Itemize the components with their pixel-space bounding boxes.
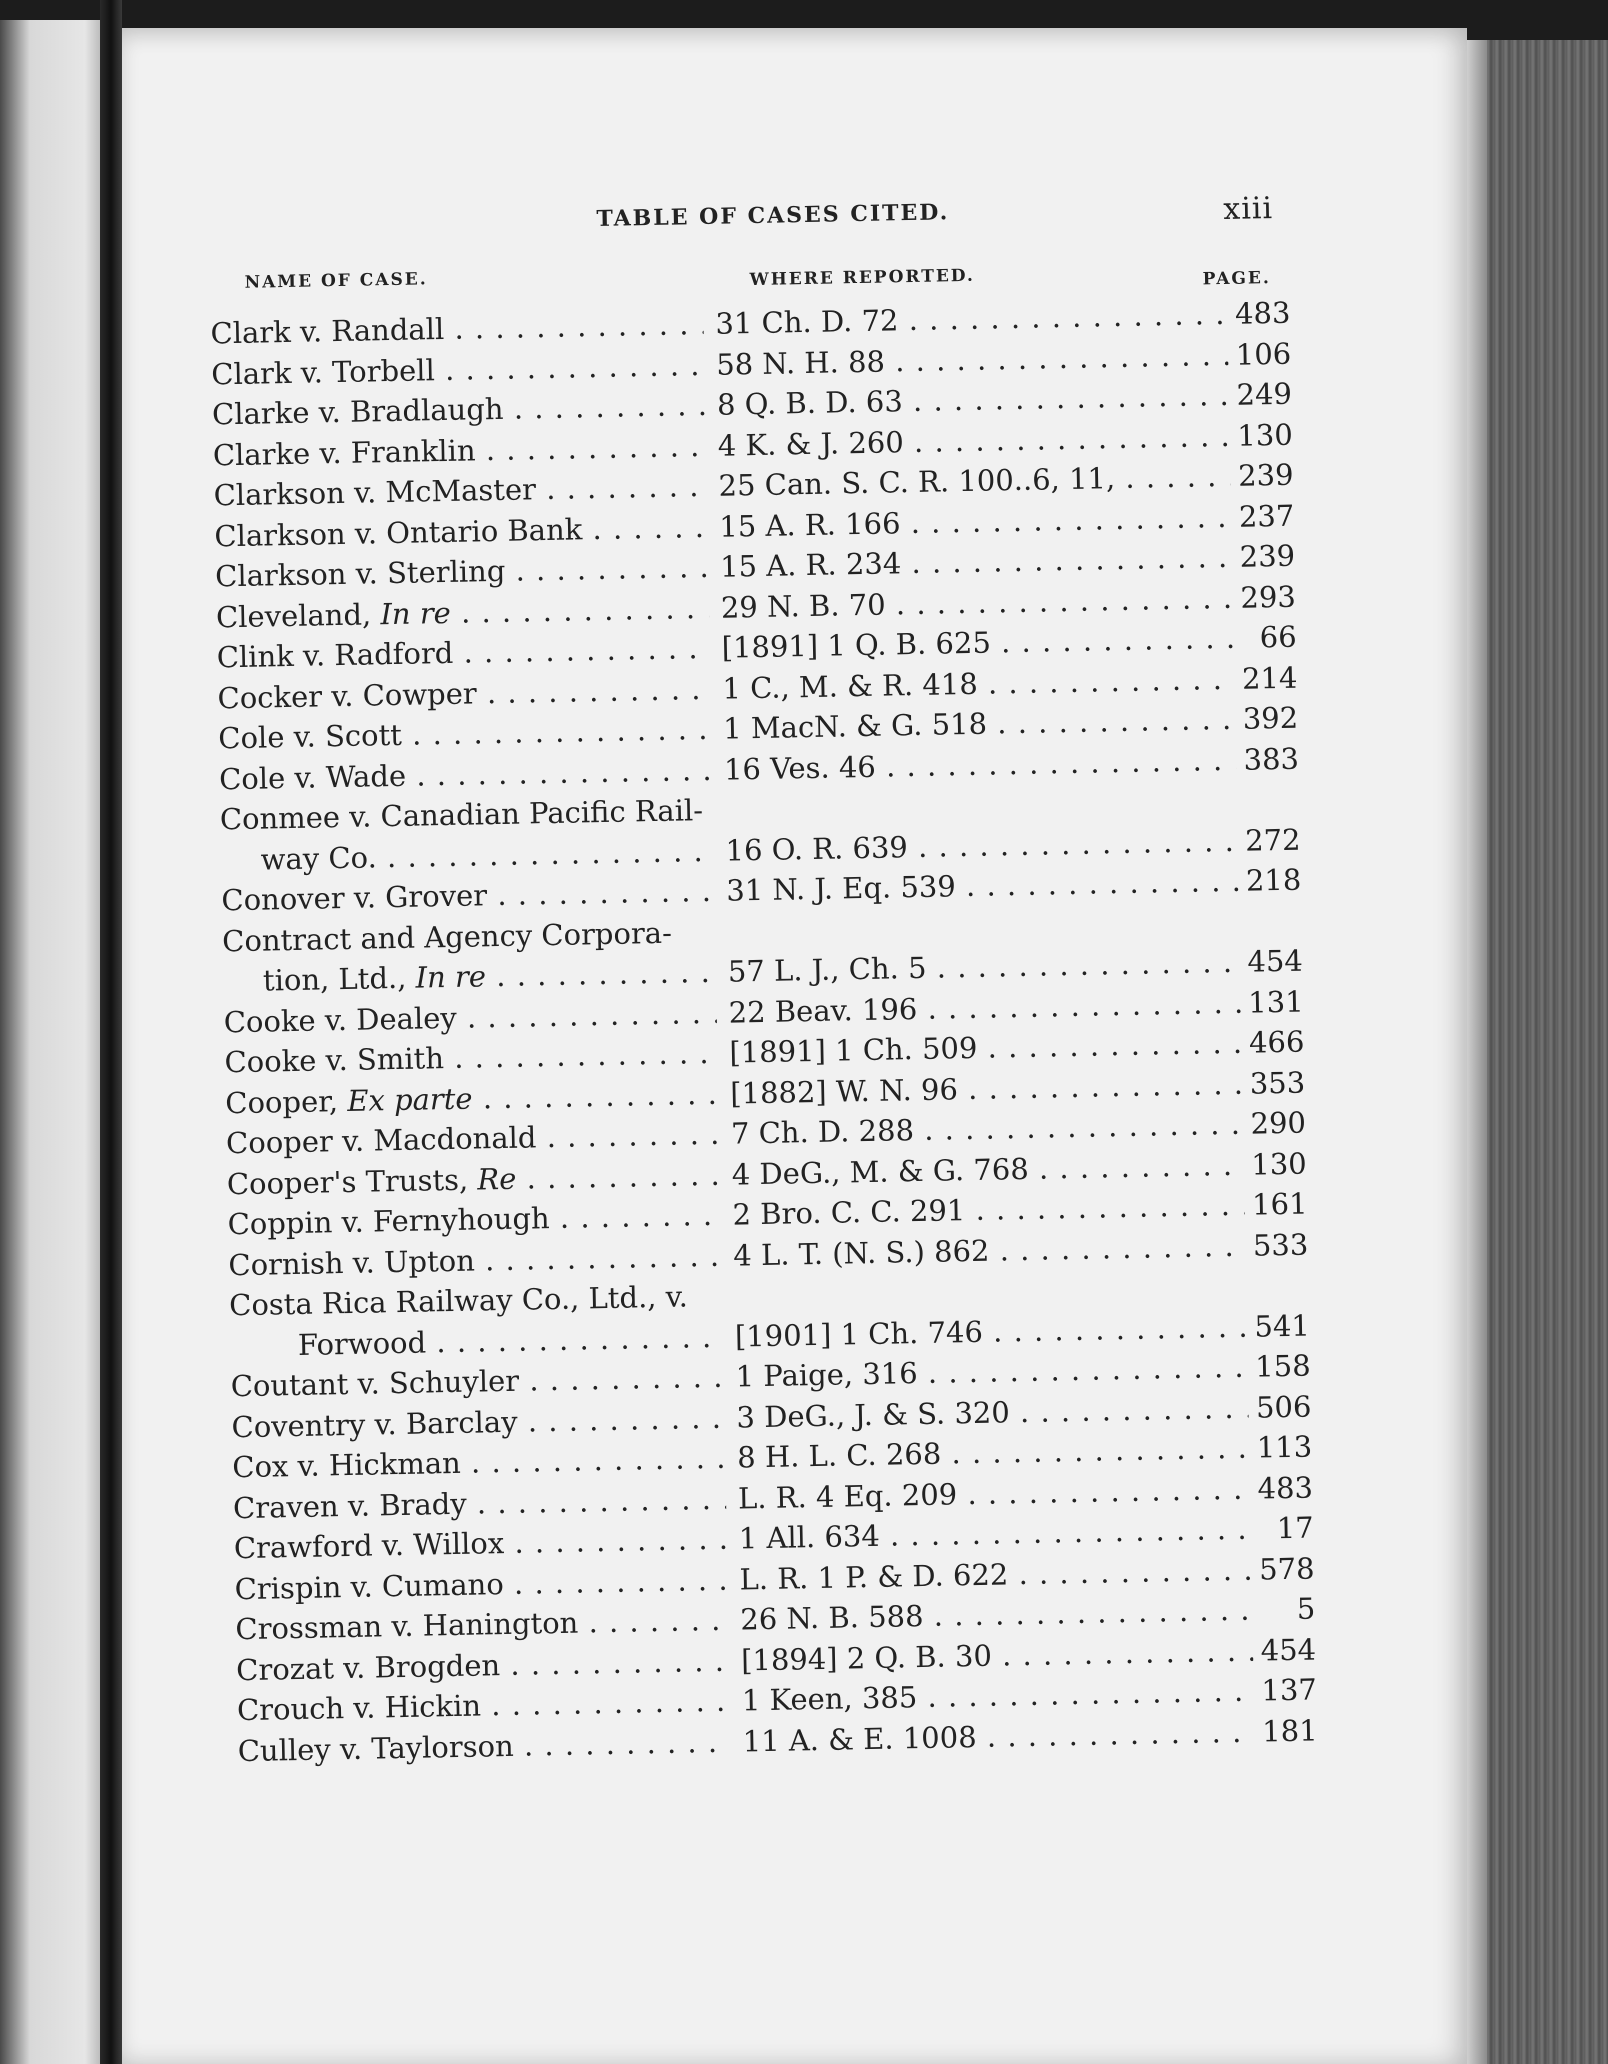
page-number: 454 bbox=[1260, 1631, 1317, 1668]
where-reported-text: 16 Ves. 46 bbox=[723, 749, 877, 787]
where-reported-text: 29 N. B. 70 bbox=[720, 587, 886, 625]
page-number: 161 bbox=[1251, 1186, 1308, 1222]
where-reported-text: 1 Keen, 385 bbox=[741, 1680, 918, 1718]
case-name-text: Cornish v. Upton bbox=[228, 1243, 476, 1282]
page-block-edge bbox=[1467, 40, 1608, 2064]
page-title: TABLE OF CASES CITED. bbox=[596, 199, 950, 233]
case-name-text: Clark v. Randall bbox=[210, 311, 445, 351]
case-name-text: Coppin v. Fernyhough bbox=[227, 1201, 550, 1242]
where-reported-text: 4 K. & J. 260 bbox=[717, 424, 905, 463]
page-number: 249 bbox=[1236, 376, 1293, 412]
page-folio: xiii bbox=[1223, 191, 1274, 227]
page-number: 5 bbox=[1296, 1591, 1316, 1626]
case-name-text: Cleveland, bbox=[215, 596, 372, 634]
case-name-italic: In re bbox=[415, 959, 487, 995]
case-name-text: Cooper v. Macdonald bbox=[225, 1120, 537, 1161]
where-reported-text: L. R. 4 Eq. 209 bbox=[737, 1476, 958, 1516]
page-number: 466 bbox=[1248, 1024, 1305, 1060]
where-reported-text: [1891] 1 Ch. 509 bbox=[729, 1030, 978, 1070]
where-reported-text: 22 Beav. 196 bbox=[728, 991, 918, 1030]
case-name-text: Cooke v. Smith bbox=[224, 1041, 445, 1080]
case-name-text: Cox v. Hickman bbox=[232, 1445, 462, 1485]
case-name-text: Clarke v. Franklin bbox=[212, 432, 476, 472]
page-number: 541 bbox=[1254, 1308, 1311, 1344]
page-number: 454 bbox=[1247, 943, 1304, 979]
page-number: 506 bbox=[1255, 1389, 1312, 1425]
where-reported-text: 3 DeG., J. & S. 320 bbox=[736, 1394, 1011, 1435]
page-number: 17 bbox=[1276, 1510, 1315, 1546]
where-reported-text: 4 DeG., M. & G. 768 bbox=[731, 1151, 1030, 1192]
case-name-text: Cole v. Scott bbox=[218, 717, 403, 756]
case-name-text: Coventry v. Barclay bbox=[231, 1404, 518, 1444]
case-name-text: Crispin v. Cumano bbox=[234, 1566, 505, 1606]
page-number: 130 bbox=[1237, 417, 1294, 453]
page-number: 137 bbox=[1261, 1672, 1318, 1708]
where-reported-text: 7 Ch. D. 288 bbox=[730, 1113, 915, 1151]
case-name-text: Crossman v. Hanington bbox=[235, 1605, 579, 1647]
page-number: 293 bbox=[1240, 579, 1297, 615]
where-reported-text: [1894] 2 Q. B. 30 bbox=[740, 1638, 993, 1677]
where-reported-text: 31 Ch. D. 72 bbox=[715, 303, 899, 341]
page-number: 239 bbox=[1237, 457, 1294, 493]
case-name-text: Culley v. Taylorson bbox=[237, 1728, 515, 1768]
where-reported-text: L. R. 1 P. & D. 622 bbox=[739, 1556, 1009, 1597]
case-name-text: Cole v. Wade bbox=[218, 758, 407, 796]
case-name-text: Clark v. Torbell bbox=[211, 352, 436, 391]
where-reported-text: 57 L. J., Ch. 5 bbox=[727, 950, 927, 989]
case-name-text: Crozat v. Brogden bbox=[235, 1647, 501, 1687]
case-name-text: Cooke v. Dealey bbox=[223, 1000, 458, 1039]
case-name-first-line: Contract and Agency Corpora- bbox=[221, 915, 673, 958]
where-reported-text: 26 N. B. 588 bbox=[740, 1598, 924, 1637]
case-name-text: Crawford v. Willox bbox=[233, 1526, 505, 1566]
page-number: 290 bbox=[1250, 1105, 1307, 1141]
where-reported-text: [1882] W. N. 96 bbox=[729, 1071, 959, 1111]
case-name-text: Clarke v. Bradlaugh bbox=[211, 391, 504, 432]
where-reported-text: 2 Bro. C. C. 291 bbox=[732, 1193, 966, 1232]
column-header-page: PAGE. bbox=[1202, 268, 1272, 290]
where-reported-text: 15 A. R. 234 bbox=[719, 546, 902, 584]
where-reported-text: 58 N. H. 88 bbox=[715, 344, 886, 382]
where-reported-text: [1891] 1 Q. B. 625 bbox=[721, 625, 992, 665]
case-name-italic: Ex parte bbox=[346, 1081, 473, 1118]
case-name-text: Crouch v. Hickin bbox=[236, 1688, 482, 1728]
where-reported-text: 11 A. & E. 1008 bbox=[742, 1719, 977, 1758]
where-reported-text: 15 A. R. 166 bbox=[719, 505, 901, 544]
where-reported-text: 1 C., M. & R. 418 bbox=[722, 666, 979, 706]
case-name-text: tion, Ltd., bbox=[262, 960, 407, 998]
page-number: 113 bbox=[1256, 1429, 1313, 1465]
column-header-where: WHERE REPORTED. bbox=[749, 265, 976, 291]
case-name-text: Forwood bbox=[297, 1324, 427, 1362]
page-number: 239 bbox=[1239, 538, 1296, 574]
column-header-name: NAME OF CASE. bbox=[244, 269, 428, 293]
page-number: 383 bbox=[1243, 741, 1300, 777]
where-reported-text: 8 Q. B. D. 63 bbox=[716, 384, 904, 422]
book-gutter bbox=[100, 0, 122, 2064]
where-reported-text: 4 L. T. (N. S.) 862 bbox=[733, 1233, 990, 1273]
facing-page-edge bbox=[0, 20, 100, 2064]
page-number: 106 bbox=[1235, 336, 1292, 372]
case-name-italic: In re bbox=[380, 595, 452, 631]
case-name-text: Conover v. Grover bbox=[221, 878, 488, 918]
case-name-first-line: Costa Rica Railway Co., Ltd., v. bbox=[228, 1279, 689, 1323]
page-number: 483 bbox=[1257, 1469, 1314, 1506]
where-reported-text: 31 N. J. Eq. 539 bbox=[726, 869, 957, 908]
page-number: 66 bbox=[1259, 619, 1297, 655]
case-name-text: Clarkson v. Ontario Bank bbox=[214, 511, 583, 553]
case-name-italic: Re bbox=[477, 1161, 517, 1196]
page-number: 533 bbox=[1252, 1227, 1309, 1263]
case-name-text: Clarkson v. McMaster bbox=[213, 472, 537, 513]
page-number: 392 bbox=[1242, 700, 1299, 736]
page-number: 272 bbox=[1244, 822, 1301, 858]
printed-sheet bbox=[144, 0, 1318, 1768]
page-number: 131 bbox=[1247, 984, 1304, 1020]
case-name-text: Cooper, bbox=[225, 1083, 339, 1120]
case-name-text: Coutant v. Schuyler bbox=[230, 1363, 520, 1404]
case-name-text: Clarkson v. Sterling bbox=[214, 553, 506, 594]
page-number: 353 bbox=[1249, 1065, 1306, 1101]
case-name-text: Cocker v. Cowper bbox=[217, 675, 477, 715]
case-name-first-line: Conmee v. Canadian Pacific Rail- bbox=[219, 793, 704, 837]
cases-table bbox=[150, 293, 1328, 1773]
page-number: 237 bbox=[1238, 498, 1295, 534]
page-number: 214 bbox=[1241, 660, 1298, 696]
where-reported-text: [1901] 1 Ch. 746 bbox=[734, 1314, 984, 1354]
case-name-text: way Co. bbox=[260, 839, 378, 877]
where-reported-text: 1 All. 634 bbox=[738, 1518, 881, 1556]
where-reported-text: 1 Paige, 316 bbox=[735, 1356, 918, 1394]
case-name-text: Craven v. Brady bbox=[232, 1486, 467, 1525]
page-curl-shadow bbox=[1467, 40, 1487, 2064]
where-reported-text: 1 MacN. & G. 518 bbox=[722, 706, 988, 746]
page-number: 483 bbox=[1234, 295, 1291, 331]
page-number: 578 bbox=[1258, 1550, 1315, 1587]
page-number: 181 bbox=[1261, 1712, 1318, 1749]
where-reported-text: 8 H. L. C. 268 bbox=[736, 1436, 942, 1475]
page-number: 130 bbox=[1251, 1146, 1308, 1182]
page-number: 218 bbox=[1245, 862, 1302, 898]
page-number: 158 bbox=[1254, 1348, 1311, 1384]
case-name-text: Clink v. Radford bbox=[216, 635, 454, 675]
where-reported-text: 16 O. R. 639 bbox=[725, 829, 909, 868]
where-reported-text: 25 Can. S. C. R. 100..6, 11, bbox=[718, 461, 1116, 503]
case-name-text: Cooper's Trusts, bbox=[226, 1162, 469, 1201]
